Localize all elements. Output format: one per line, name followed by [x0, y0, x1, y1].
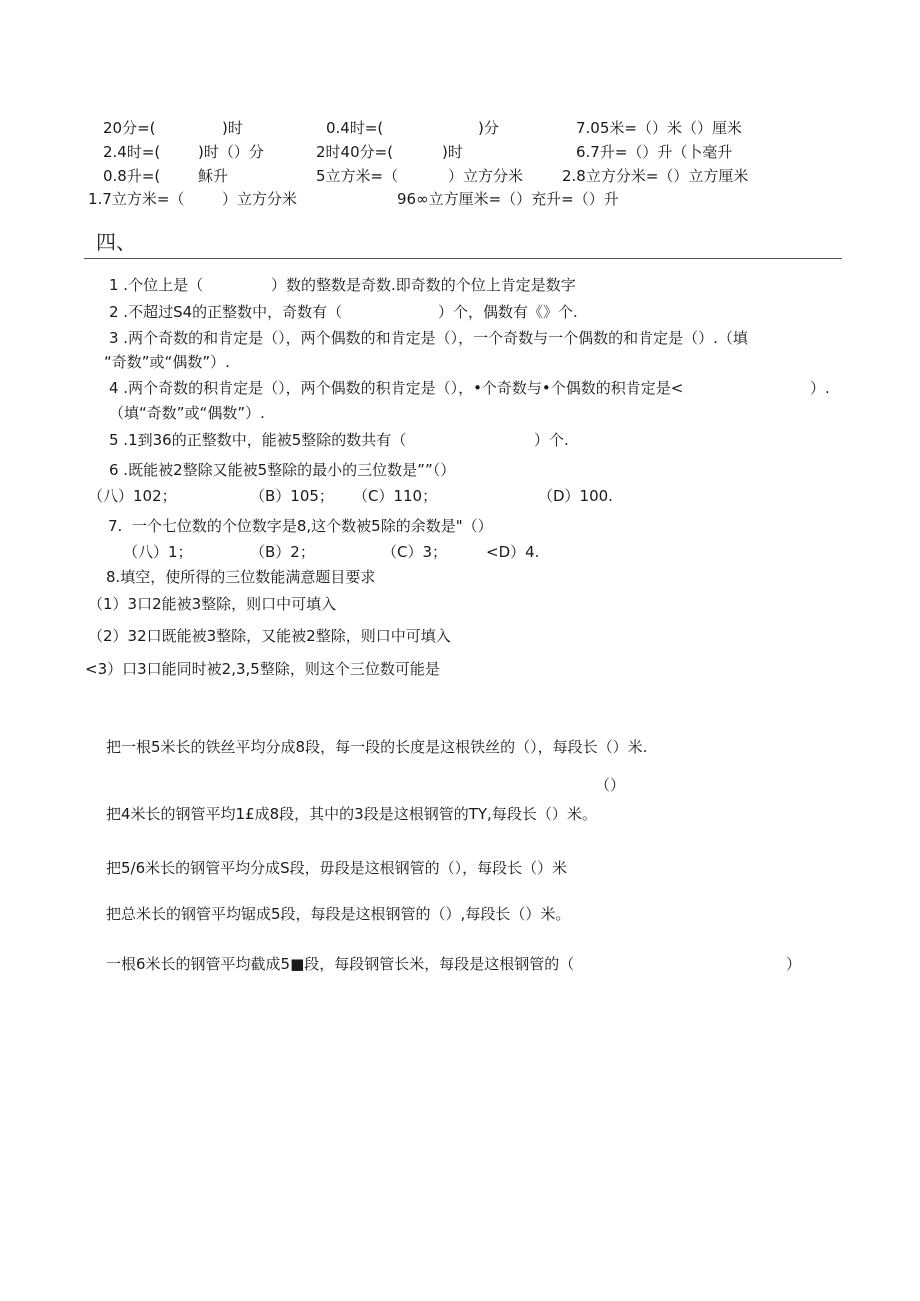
conversion-item: 2时40分=(	[316, 143, 394, 161]
fraction-question: ）	[786, 955, 802, 973]
question-text: ）.	[810, 379, 830, 397]
answer-option: （C）110；	[353, 487, 438, 505]
question-subpart: （2）32口既能被3整除，又能被2整除，则口中可填入	[88, 627, 451, 645]
fraction-question: 把4米长的钢管平均1£成8段，其中的3段是这根钢管的TY,每段长（）米。	[106, 805, 597, 823]
conversion-item: 2.4时=(	[103, 143, 161, 161]
question-text: “奇数”或“偶数”）.	[104, 353, 230, 371]
question-subpart: （1）3口2能被3整除，则口中可填入	[88, 595, 337, 613]
conversion-item: 96∞立方厘米=（）充升=（）升	[397, 190, 619, 208]
question-text: 4 .两个奇数的积肯定是（），两个偶数的积肯定是（），•个奇数与•个偶数的积肯定是<	[109, 379, 684, 397]
question-subpart: <3）口3口能同时被2,3,5整除，则这个三位数可能是	[85, 660, 440, 678]
question-text: 3 .两个奇数的和肯定是（），两个偶数的和肯定是（），一个奇数与一个偶数的和肯定是（）.（填	[109, 329, 748, 347]
fraction-question: 把一根5米长的铁丝平均分成8段，每一段的长度是这根铁丝的（），每段长（）米.	[106, 738, 648, 756]
fraction-question: 把5/6米长的钢管平均分成S段，毋段是这根钢管的（），每段长（）米	[106, 859, 568, 877]
section-divider	[84, 258, 842, 259]
question-text: 2 .不超过S4的正整数中，奇数有（	[109, 303, 343, 321]
conversion-item: ）立方分米	[448, 167, 524, 185]
answer-option: （八）102；	[88, 487, 177, 505]
fraction-mark: （）	[595, 776, 626, 794]
conversion-item: 5立方米=（	[316, 167, 399, 185]
question-text: （填“奇数”或“偶数”）.	[109, 404, 265, 422]
conversion-item: )分	[478, 119, 499, 137]
conversion-item: 2.8立方分米=（）立方厘米	[562, 167, 749, 185]
question-text: 1 .个位上是（	[109, 276, 204, 294]
section-heading: 四、	[96, 230, 136, 254]
conversion-item: )时（）分	[198, 143, 264, 161]
answer-option: （B）105；	[250, 487, 334, 505]
answer-option: （B）2；	[250, 543, 315, 561]
question-text: ）数的整数是奇数.即奇数的个位上肯定是数字	[271, 276, 576, 294]
conversion-item: 6.7升=（）升（卜毫升	[576, 143, 733, 161]
conversion-item: 7.05米=（）米（）厘米	[576, 119, 742, 137]
question-text: 6 .既能被2整除又能被5整除的最小的三位数是””（）	[109, 461, 456, 479]
conversion-item: 20分=(	[103, 119, 156, 137]
conversion-item: 稣升	[198, 167, 229, 185]
answer-option: （C）3；	[382, 543, 448, 561]
conversion-item: )时	[222, 119, 243, 137]
conversion-item: )时	[442, 143, 463, 161]
answer-option: <D）4.	[486, 543, 540, 561]
question-text: 7. 一个七位数的个位数字是8,这个数被5除的余数是"（）	[108, 517, 493, 535]
conversion-item: 1.7立方米=（	[88, 190, 185, 208]
answer-option: （八）1；	[123, 543, 193, 561]
conversion-item: 0.8升=(	[103, 167, 161, 185]
answer-option: （D）100.	[538, 487, 613, 505]
fraction-question: 一根6米长的钢管平均截成5■段，每段钢管长米，每段是这根钢管的（	[106, 955, 575, 973]
question-text: ）个.	[534, 431, 569, 449]
fraction-question: 把总米长的钢管平均锯成5段，每段是这根钢管的（）,每段长（）米。	[106, 905, 571, 923]
question-text: ）个，偶数有《》个.	[438, 303, 578, 321]
question-text: 5 .1到36的正整数中，能被5整除的数共有（	[109, 431, 407, 449]
conversion-item: ）立方分米	[222, 190, 298, 208]
conversion-item: 0.4时=(	[326, 119, 384, 137]
question-text: 8.填空，使所得的三位数能满意题目要求	[106, 568, 376, 586]
